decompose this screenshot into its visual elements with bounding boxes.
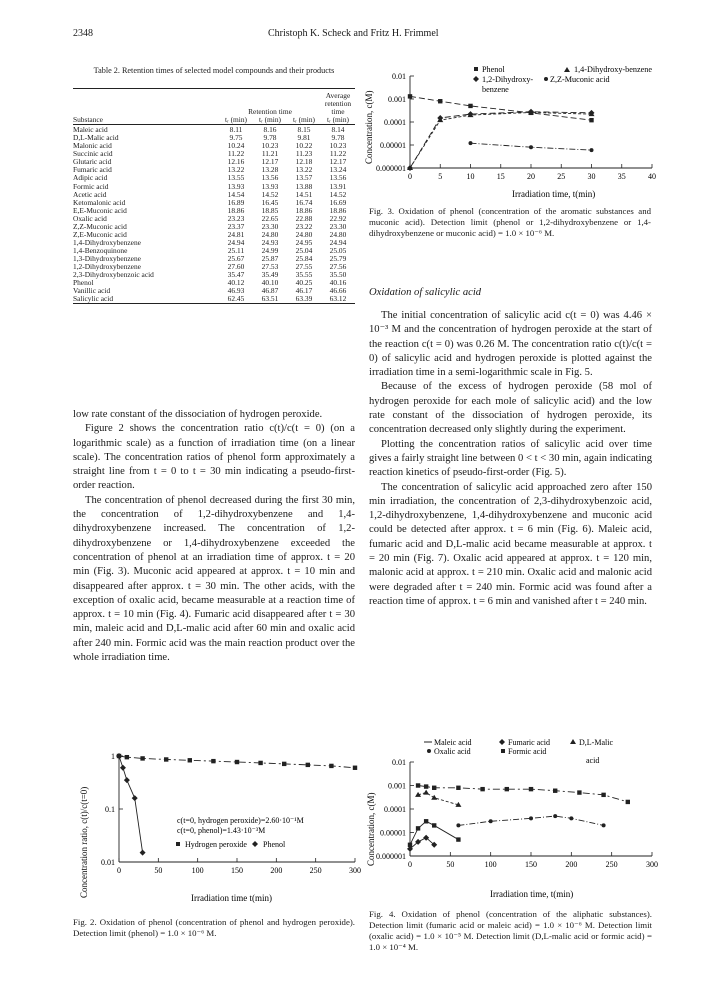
- retention-cell: 9.75: [229, 133, 243, 143]
- retention-cell: 12.16: [227, 157, 245, 167]
- legend-square-marker: [176, 842, 180, 846]
- retention-cell: 13.22: [295, 165, 313, 175]
- maleic-acid-point: [416, 826, 420, 830]
- retention-cell: 46.17: [295, 286, 313, 296]
- retention-cell: 24.95: [295, 237, 313, 247]
- table-row: [73, 183, 355, 191]
- hydrogen-peroxide-point: [235, 760, 239, 764]
- phenol-point: [124, 777, 130, 783]
- fig4-legend-item: Formic acid: [508, 747, 547, 756]
- substance-cell: Formic acid: [73, 181, 109, 191]
- table-row: [73, 158, 355, 166]
- figure-4-chart: [362, 736, 658, 906]
- table-row: [73, 287, 355, 295]
- retention-cell: 24.93: [261, 237, 279, 247]
- table-row: [73, 142, 355, 150]
- retention-cell: 25.84: [295, 253, 313, 263]
- paragraph: Plotting the concentration ratios of salicylic acid over time gives a fairly straight line between 0 < t < 30 min, again indicating reaction kinetics of pseudo-first-order (Fig. 5).: [369, 438, 652, 479]
- retention-cell: 40.10: [261, 278, 279, 288]
- fig3-legend-item: benzene: [482, 85, 509, 94]
- retention-cell: 13.93: [261, 181, 279, 191]
- retention-cell: 63.12: [329, 294, 347, 304]
- paragraph: low rate constant of the dissociation of hydrogen peroxide.: [73, 409, 323, 420]
- retention-cell: 11.23: [295, 149, 313, 159]
- retention-cell: 18.86: [295, 205, 313, 215]
- retention-cell: 18.86: [329, 205, 347, 215]
- phenol-point: [140, 850, 146, 856]
- substance-cell: 2,3-Dihydroxybenzoic acid: [73, 270, 154, 280]
- fig2-note: c(t=0, hydrogen peroxide)=2.60·10⁻¹M: [177, 816, 304, 825]
- paragraph: The initial concentration of salicylic acid c(t = 0) was 4.46 × 10⁻³ M and the concentration of hydrogen peroxide at the start of the reaction c(t = 0) was 0.26 M. The concentration ratio c(t)/c(t = 0) of salicylic acid and hydrogen peroxide is plotted against the irradiation time in a semi-logarithmic scale in Fig. 5.: [369, 310, 652, 379]
- legend-circle-marker: [544, 77, 548, 81]
- phenol-point: [468, 104, 472, 108]
- 1-2-dihydroxy-benzene-line: [410, 112, 592, 168]
- retention-cell: 8.14: [331, 125, 345, 135]
- phenol-point: [408, 94, 412, 98]
- figure-2-caption: Fig. 2. Oxidation of phenol (concentration of phenol and hydrogen peroxide). Detection limit (phenol) = 1.0 × 10⁻⁶ M.: [73, 917, 355, 938]
- x-tick-label: 20: [527, 172, 535, 181]
- head-unit: tᵣ (min): [326, 114, 350, 124]
- substance-cell: Ketomalonic acid: [73, 197, 126, 207]
- paragraph: Figure 2 shows the concentration ratio c(t)/c(t = 0) (on a logarithmic scale) as a function of irradiation time (on a linear scale). The concentration ratios of phenol form approximately a straight line from t = 0 to t = 30 min indicating a pseudo-first-order reaction.: [73, 423, 355, 492]
- fig4-legend-item: Maleic acid: [434, 738, 472, 747]
- retention-cell: 8.16: [263, 125, 277, 135]
- x-tick-label: 40: [648, 172, 656, 181]
- formic-acid-point: [432, 786, 436, 790]
- retention-cell: 8.11: [229, 125, 243, 135]
- x-tick-label: 150: [231, 866, 243, 875]
- maleic-acid-point: [424, 819, 428, 823]
- head-unit: tᵣ (min): [258, 114, 282, 124]
- x-tick-label: 50: [446, 860, 455, 869]
- hydrogen-peroxide-point: [306, 763, 310, 767]
- legend-triangle-marker: [570, 739, 576, 744]
- y-tick-label: 0.01: [101, 858, 115, 867]
- retention-cell: 23.30: [261, 221, 279, 231]
- substance-cell: Oxalic acid: [73, 213, 107, 223]
- fig2-ylabel: Concentration ratio, c(t)/c(t=0): [79, 786, 89, 898]
- phenol-point: [120, 765, 126, 771]
- head-avg-2: retention: [324, 98, 352, 108]
- retention-cell: 24.81: [227, 229, 245, 239]
- retention-cell: 9.78: [331, 133, 345, 143]
- table-row: [73, 174, 355, 182]
- retention-cell: 10.23: [329, 141, 347, 151]
- x-tick-label: 300: [646, 860, 658, 869]
- retention-cell: 10.22: [295, 141, 313, 151]
- retention-cell: 63.51: [261, 294, 279, 304]
- retention-cell: 11.21: [261, 149, 279, 159]
- retention-table: [73, 88, 355, 305]
- formic-acid-point: [626, 800, 630, 804]
- y-tick-label: 1: [111, 752, 115, 761]
- retention-cell: 40.25: [295, 278, 313, 288]
- table-row: [73, 295, 355, 304]
- fig3-legend-item: 1,2-Dihydroxy-: [482, 75, 534, 84]
- retention-cell: 24.94: [329, 237, 347, 247]
- retention-cell: 27.55: [295, 261, 313, 271]
- head-unit: tᵣ (min): [292, 114, 316, 124]
- fig3-xlabel: Irradiation time, t(min): [512, 189, 596, 199]
- retention-cell: 46.87: [261, 286, 279, 296]
- substance-cell: Salicylic acid: [73, 294, 114, 304]
- substance-cell: Maleic acid: [73, 125, 108, 135]
- substance-cell: Malonic acid: [73, 141, 112, 151]
- oxalic-acid-point: [529, 816, 533, 820]
- retention-cell: 13.55: [227, 173, 245, 183]
- substance-cell: Fumaric acid: [73, 165, 112, 175]
- table-caption: Table 2. Retention times of selected model compounds and their products: [93, 66, 335, 75]
- retention-cell: 23.23: [227, 213, 245, 223]
- table-row: [73, 207, 355, 215]
- retention-cell: 10.23: [261, 141, 279, 151]
- section-heading: Oxidation of salicylic acid: [369, 287, 482, 298]
- x-tick-label: 0: [117, 866, 121, 875]
- substance-cell: 1,4-Benzoquinone: [73, 245, 128, 255]
- fig4-legend-item: D,L-Malic: [579, 738, 613, 747]
- retention-cell: 40.12: [227, 278, 245, 288]
- retention-cell: 13.22: [227, 165, 245, 175]
- retention-cell: 13.93: [227, 181, 245, 191]
- paragraph: The concentration of phenol decreased during the first 30 min, the concentration of 1,2-dihydroxybenzene and 1,4-dihydroxybenzene increased. The concentration of 1,2-dihydroxybenzene or 1,4-dihydroxybenzene exceeded the concentration of phenol at an irradiation time of approx. t = 20 min (Fig. 3). Muconic acid appeared at approx. t = 10 min and disappeared after approx. t = 30 min. The other acids, with the exception of oxalic acid, became measurable at a reaction time of approx. t = 10 min (Fig. 4). Fumaric acid disappeared after t = 30 min, maleic acid and D,L-malic acid after 60 min and oxalic acid after 240 min. Formic acid was the main reaction product over the whole irradiation time.: [73, 494, 355, 664]
- fig3-ylabel: Concentration, c(M): [364, 90, 374, 164]
- retention-cell: 35.47: [227, 270, 245, 280]
- phenol-line: [119, 756, 143, 853]
- retention-cell: 12.17: [329, 157, 347, 167]
- x-tick-label: 150: [525, 860, 537, 869]
- fig3-legend: [473, 65, 652, 94]
- hydrogen-peroxide-point: [125, 755, 129, 759]
- retention-cell: 14.51: [295, 189, 313, 199]
- y-tick-label: 0.001: [388, 95, 406, 104]
- fig2-xlabel: Irradiation time t(min): [191, 893, 272, 903]
- fig3-legend-item: Phenol: [482, 65, 505, 74]
- retention-cell: 14.52: [261, 189, 279, 199]
- retention-cell: 10.24: [227, 141, 245, 151]
- phenol-point: [438, 99, 442, 103]
- oxalic-acid-point: [602, 823, 606, 827]
- x-tick-label: 300: [349, 866, 361, 875]
- hydrogen-peroxide-point: [140, 756, 144, 760]
- d-l-malic-acid-point: [431, 795, 437, 800]
- x-tick-label: 15: [496, 172, 505, 181]
- retention-cell: 13.56: [261, 173, 279, 183]
- legend-square-marker: [501, 749, 505, 753]
- substance-cell: 1,3-Dihydroxybenzene: [73, 253, 141, 263]
- x-tick-label: 250: [605, 860, 618, 869]
- formic-acid-point: [480, 787, 484, 791]
- column-2-text: [369, 309, 652, 609]
- retention-cell: 11.22: [329, 149, 347, 159]
- y-tick-label: 0.0001: [384, 805, 406, 814]
- retention-cell: 16.74: [295, 197, 313, 207]
- paragraph: Because of the excess of hydrogen peroxide (58 mol of hydrogen peroxide for each mole of salicylic acid) and the low rate constant of the dissociation of hydrogen peroxide, its concentration decreased only slightly during the experiment.: [369, 381, 652, 436]
- y-tick-label: 0.00001: [380, 828, 406, 838]
- oxalic-acid-point: [553, 814, 557, 818]
- retention-cell: 13.24: [329, 165, 347, 175]
- legend-diamond-marker: [499, 739, 505, 745]
- substance-cell: Acetic acid: [73, 189, 107, 199]
- y-tick-label: 0.000001: [376, 164, 406, 173]
- substance-cell: Vanillic acid: [73, 286, 111, 296]
- retention-cell: 24.94: [227, 237, 245, 247]
- retention-cell: 23.22: [295, 221, 313, 231]
- retention-cell: 46.66: [329, 286, 347, 296]
- paragraph: The concentration of salicylic acid approached zero after 150 min irradiation, the concentration of 2,3-dihydroxybenzoic acid, 1,2-dihydroxybenzene, 1,4-dihydroxybenzene and muconic acid could be detected after approx. t = 6 min (Fig. 6). Maleic acid, fumaric acid and D,L-malic acid became measurable at approx. t = 20 min (Fig. 7). Oxalic acid appeared at approx. t = 120 min, malonic acid at approx. t = 210 min. Oxalic acid and malonic acid were degraded after t = 240 min. Formic acid was found after a reaction time of approx. t = 6 min and vanished after t = 240 min.: [369, 481, 652, 607]
- oxalic-acid-point: [456, 823, 460, 827]
- fig4-legend-item: Oxalic acid: [434, 747, 471, 756]
- retention-cell: 8.15: [297, 125, 311, 135]
- retention-cell: 27.56: [329, 261, 347, 271]
- substance-cell: Phenol: [73, 278, 94, 288]
- substance-cell: 1,2-Dihydroxybenzene: [73, 261, 141, 271]
- z-z-muconic-acid-point: [529, 145, 533, 149]
- z-z-muconic-acid-point: [590, 148, 594, 152]
- hydrogen-peroxide-point: [164, 757, 168, 761]
- 1-4-dihydroxy-benzene-line: [410, 112, 592, 168]
- formic-acid-point: [424, 784, 428, 788]
- figure-3-chart: [362, 64, 658, 202]
- fig3-legend-item: 1,4-Dihydroxy-benzene: [574, 65, 652, 74]
- page-number: 2348: [73, 28, 93, 39]
- retention-cell: 16.45: [261, 197, 279, 207]
- fig4-legend: [424, 738, 613, 765]
- retention-cell: 14.54: [227, 189, 245, 199]
- retention-cell: 22.92: [329, 213, 347, 223]
- phenol-point: [132, 795, 138, 801]
- hydrogen-peroxide-point: [353, 766, 357, 770]
- retention-cell: 16.89: [227, 197, 245, 207]
- fig2-legend-item: Hydrogen peroxide: [185, 840, 247, 849]
- retention-cell: 18.85: [261, 205, 279, 215]
- formic-acid-point: [553, 789, 557, 793]
- formic-acid-point: [456, 786, 460, 790]
- retention-cell: 11.22: [227, 149, 245, 159]
- figure-2-chart: [73, 740, 363, 910]
- column-1-text: [73, 408, 355, 665]
- hydrogen-peroxide-point: [282, 762, 286, 766]
- table-row: [73, 271, 355, 279]
- legend-triangle-marker: [564, 67, 570, 72]
- retention-cell: 22.88: [295, 213, 313, 223]
- x-tick-label: 5: [438, 172, 443, 181]
- y-tick-label: 0.01: [392, 758, 406, 767]
- retention-cell: 14.52: [329, 189, 347, 199]
- retention-cell: 9.78: [263, 133, 277, 143]
- retention-cell: 18.86: [227, 205, 245, 215]
- substance-cell: Glutaric acid: [73, 157, 112, 167]
- retention-cell: 25.05: [329, 245, 347, 255]
- x-tick-label: 100: [484, 860, 497, 869]
- retention-cell: 16.69: [329, 197, 347, 207]
- fig2-note: c(t=0, phenol)=1.43·10⁻³M: [177, 826, 266, 835]
- phenol-line: [410, 96, 592, 120]
- retention-cell: 12.18: [295, 157, 313, 167]
- oxalic-acid-point: [569, 816, 573, 820]
- legend-diamond-marker: [252, 841, 258, 847]
- head-unit: tᵣ (min): [224, 114, 248, 124]
- x-tick-label: 35: [617, 172, 626, 181]
- retention-cell: 63.39: [295, 294, 313, 304]
- x-tick-label: 0: [408, 860, 412, 869]
- x-tick-label: 200: [565, 860, 578, 869]
- fig4-legend-item: Fumaric acid: [508, 738, 550, 747]
- y-tick-label: 0.1: [105, 805, 115, 814]
- phenol-point: [589, 118, 593, 122]
- table-row: [73, 279, 355, 287]
- substance-cell: E,E-Muconic acid: [73, 205, 127, 215]
- retention-cell: 24.99: [261, 245, 279, 255]
- substance-cell: Z,Z-Muconic acid: [73, 221, 127, 231]
- retention-cell: 25.79: [329, 253, 347, 263]
- substance-cell: 1,4-Dihydroxybenzene: [73, 237, 141, 247]
- head-avg-3: time: [331, 106, 345, 116]
- x-tick-label: 0: [408, 172, 412, 181]
- oxalic-acid-point: [489, 819, 493, 823]
- legend-circle-marker: [427, 749, 431, 753]
- formic-acid-point: [529, 787, 533, 791]
- table-row: [73, 134, 355, 142]
- retention-cell: 25.04: [295, 245, 313, 255]
- formic-acid-point: [577, 790, 581, 794]
- retention-cell: 25.87: [261, 253, 279, 263]
- retention-cell: 22.65: [261, 213, 279, 223]
- fig4-ylabel: Concentration, c(M): [366, 792, 376, 866]
- y-tick-label: 0.0001: [384, 118, 406, 127]
- retention-cell: 13.28: [261, 165, 279, 175]
- fig3-legend-item: Z,Z-Muconic acid: [550, 75, 610, 84]
- retention-cell: 46.93: [227, 286, 245, 296]
- y-tick-label: 0.00001: [380, 141, 406, 150]
- formic-acid-point: [416, 783, 420, 787]
- maleic-acid-point: [456, 837, 460, 841]
- x-tick-label: 50: [154, 866, 163, 875]
- retention-cell: 25.67: [227, 253, 245, 263]
- legend-square-marker: [474, 67, 478, 71]
- hydrogen-peroxide-point: [258, 761, 262, 765]
- retention-cell: 35.49: [261, 270, 279, 280]
- fig4-legend-item: acid: [586, 756, 600, 765]
- retention-cell: 13.91: [329, 181, 347, 191]
- table-row: [73, 166, 355, 174]
- x-tick-label: 10: [466, 172, 475, 181]
- formic-acid-line: [418, 786, 628, 802]
- x-tick-label: 250: [309, 866, 322, 875]
- figure-4-caption: Fig. 4. Oxidation of phenol (concentration of the aliphatic substances). Detection limit (fumaric acid or maleic acid) = 1.0 × 10⁻⁶ M. Detection limit (oxalic acid) = 1.0 × 10⁻⁵ M. Detection limit (D,L-malic acid or formic acid) = 1.0 × 10⁻⁴ M.: [369, 909, 652, 952]
- retention-cell: 35.50: [329, 270, 347, 280]
- hydrogen-peroxide-point: [329, 764, 333, 768]
- retention-cell: 13.56: [329, 173, 347, 183]
- substance-cell: Succinic acid: [73, 149, 113, 159]
- retention-cell: 12.17: [261, 157, 279, 167]
- retention-cell: 23.30: [329, 221, 347, 231]
- substance-cell: Adipic acid: [73, 173, 108, 183]
- fig4-xlabel: Irradiation time, t(min): [490, 889, 574, 899]
- retention-cell: 24.80: [295, 229, 313, 239]
- x-tick-label: 30: [587, 172, 596, 181]
- retention-cell: 25.11: [227, 245, 245, 255]
- maleic-acid-point: [432, 823, 436, 827]
- z-z-muconic-acid-point: [469, 141, 473, 145]
- retention-cell: 27.60: [227, 261, 245, 271]
- fig2-legend: [176, 840, 286, 849]
- retention-cell: 13.88: [295, 181, 313, 191]
- table-row: [73, 150, 355, 158]
- fumaric-acid-line: [410, 838, 434, 849]
- running-header-authors: Christoph K. Scheck and Fritz H. Frimmel: [268, 28, 439, 39]
- head-substance: Substance: [73, 114, 103, 124]
- formic-acid-point: [601, 793, 605, 797]
- retention-cell: 62.45: [227, 294, 245, 304]
- x-tick-label: 25: [557, 172, 566, 181]
- hydrogen-peroxide-point: [188, 758, 192, 762]
- retention-cell: 35.55: [295, 270, 313, 280]
- retention-cell: 24.80: [261, 229, 279, 239]
- formic-acid-point: [505, 787, 509, 791]
- head-retention-time: Retention time: [248, 106, 292, 116]
- head-avg-1: Average: [325, 90, 351, 100]
- retention-cell: 40.16: [329, 278, 347, 288]
- legend-diamond-marker: [473, 76, 479, 82]
- y-tick-label: 0.000001: [376, 852, 406, 861]
- retention-cell: 27.53: [261, 261, 279, 271]
- retention-cell: 13.57: [295, 173, 313, 183]
- d-l-malic-acid-point: [423, 790, 429, 795]
- substance-cell: D,L-Malic acid: [73, 133, 119, 143]
- hydrogen-peroxide-point: [211, 759, 215, 763]
- retention-cell: 24.80: [329, 229, 347, 239]
- retention-cell: 9.81: [297, 133, 311, 143]
- substance-cell: Z,E-Muconic acid: [73, 229, 127, 239]
- y-tick-label: 0.001: [388, 781, 406, 791]
- x-tick-label: 100: [191, 866, 204, 875]
- x-tick-label: 200: [270, 866, 283, 875]
- retention-cell: 23.37: [227, 221, 245, 231]
- y-tick-label: 0.01: [392, 72, 406, 81]
- fig2-legend-item: Phenol: [263, 840, 286, 849]
- figure-3-caption: Fig. 3. Oxidation of phenol (concentration of the aromatic substances and muconic acid). Detection limit (phenol or 1,2-dihydroxybenzene or 1,4-dihydroxybenzene or muconic acid) = 1.0 × 10⁻⁶ M.: [369, 206, 651, 238]
